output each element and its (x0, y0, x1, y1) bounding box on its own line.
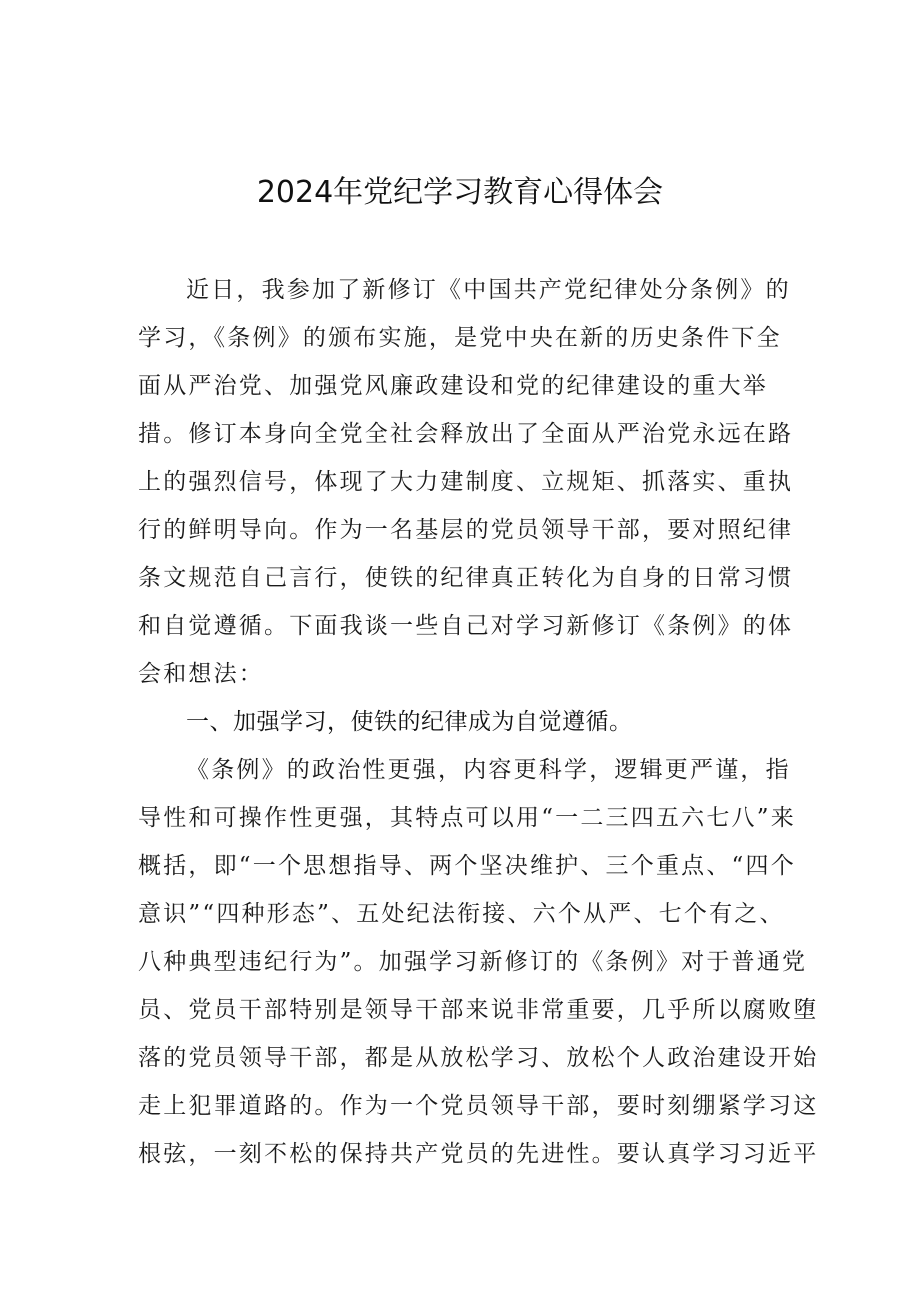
paragraph-1-line: 条文规范自己言行，使铁的纪律真正转化为自身的日常习惯 (138, 565, 794, 591)
paragraph-2-line: 导性和可操作性更强，其特点可以用“一二三四五六七八”来 (138, 805, 796, 831)
paragraph-1-line: 措。修订本身向全党全社会释放出了全面从严治党永远在路 (138, 421, 794, 447)
paragraph-2-line: 意识”“四种形态”、五处纪法衔接、六个从严、七个有之、 (138, 901, 785, 927)
paragraph-2-line: 员、党员干部特别是领导干部来说非常重要，几乎所以腐败堕 (138, 997, 819, 1023)
paragraph-2-line: 《条例》的政治性更强，内容更科学，逻辑更严谨，指 (186, 757, 791, 783)
paragraph-2-line: 八种典型违纪行为”。加强学习新修订的《条例》对于普通党 (138, 949, 808, 975)
paragraph-1-line: 上的强烈信号，体现了大力建制度、立规矩、抓落实、重执 (138, 469, 794, 495)
paragraph-1-line: 会和想法： (138, 661, 264, 687)
document-title: 2024年党纪学习教育心得体会 (256, 175, 664, 210)
paragraph-1-line: 学习，《条例》的颁布实施，是党中央在新的历史条件下全 (138, 325, 782, 351)
paragraph-1-line: 行的鲜明导向。作为一名基层的党员领导干部，要对照纪律 (138, 517, 794, 543)
paragraph-1-line: 和自觉遵循。下面我谈一些自己对学习新修订《条例》的体 (138, 613, 794, 639)
paragraph-1-line: 近日，我参加了新修订《中国共产党纪律处分条例》的 (186, 277, 791, 303)
paragraph-2-line: 落的党员领导干部，都是从放松学习、放松个人政治建设开始 (138, 1045, 819, 1071)
paragraph-1-line: 面从严治党、加强党风廉政建设和党的纪律建设的重大举 (138, 373, 768, 399)
paragraph-2-line: 根弦，一刻不松的保持共产党员的先进性。要认真学习习近平 (138, 1141, 819, 1167)
section-heading: 一、加强学习，使铁的纪律成为自觉遵循。 (186, 709, 633, 735)
paragraph-2-line: 走上犯罪道路的。作为一个党员领导干部，要时刻绷紧学习这 (138, 1093, 819, 1119)
paragraph-2-line: 概括，即“一个思想指导、两个坚决维护、三个重点、“四个 (138, 853, 796, 879)
